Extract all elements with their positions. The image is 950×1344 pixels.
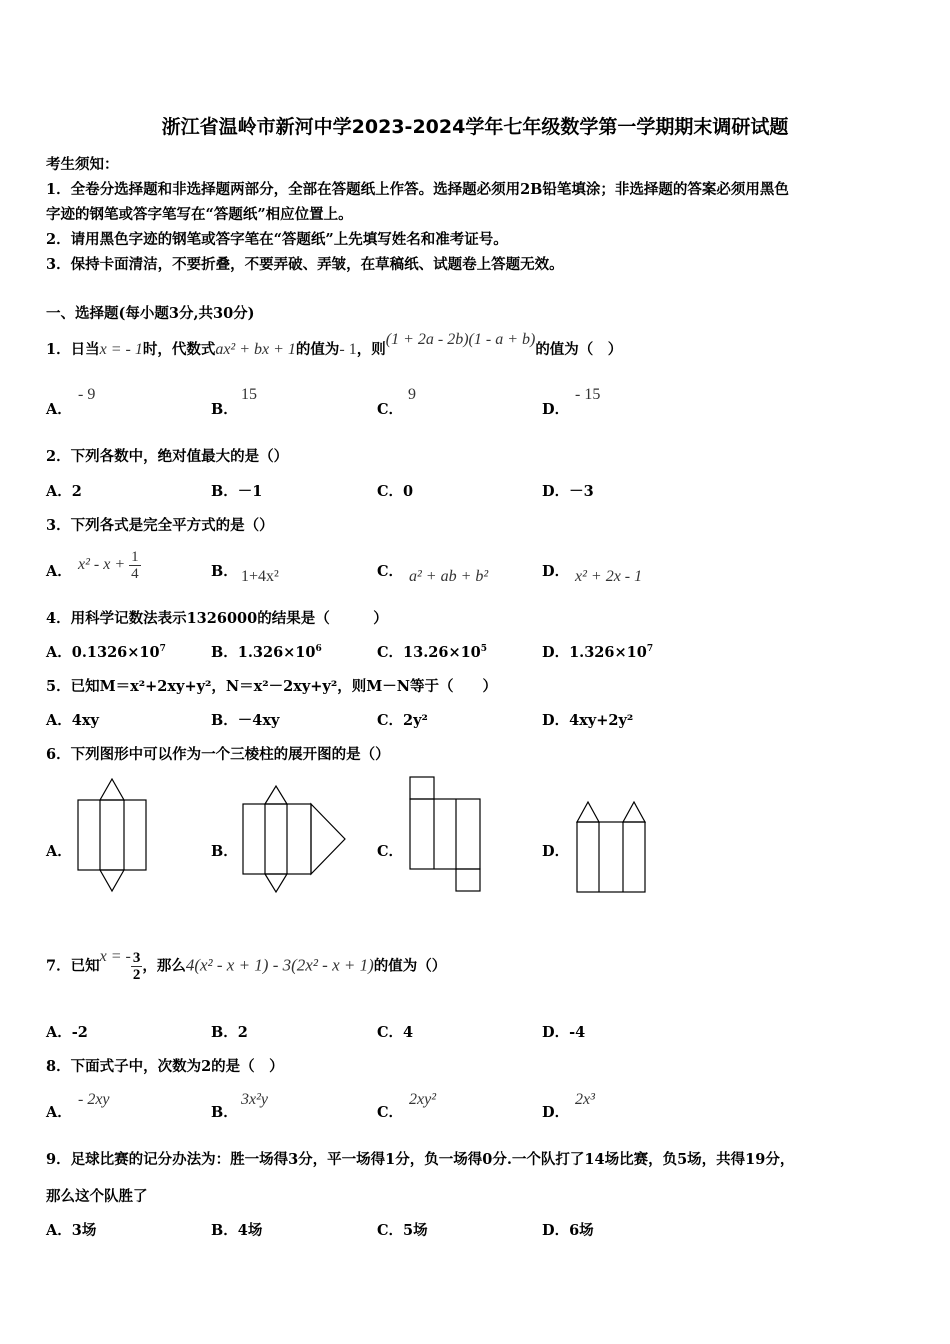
- notice-heading: 考生须知：: [46, 156, 119, 173]
- q1-option-a-value: - 9: [78, 386, 96, 403]
- question-4: 4．用科学记数法表示1326000的结果是（ ）: [46, 610, 388, 627]
- page-title: 浙江省温岭市新河中学2023-2024学年七年级数学第一学期期末调研试题: [161, 116, 789, 138]
- q4-option-c[interactable]: C．$13.26\times 10^5$: [377, 644, 488, 661]
- q7-option-a[interactable]: A．-2: [46, 1024, 88, 1041]
- net-figure-b: [241, 784, 351, 896]
- q9-option-b[interactable]: B．4场: [211, 1222, 263, 1239]
- q5-option-c[interactable]: C．2y²: [377, 712, 428, 729]
- q4-option-a[interactable]: A．$0.1326\times 10^7$: [46, 644, 166, 661]
- q7-option-c[interactable]: C．4: [377, 1024, 414, 1041]
- question-7: 7．已知x = - $\frac{3}{2}$ ，那么4(x² - x + 1) - 3(2x² - x + 1)的值为（）: [46, 947, 447, 983]
- q8-option-c-value: 2xy²: [409, 1091, 436, 1108]
- q1-option-d-value: - 15: [575, 386, 601, 403]
- q3-option-c[interactable]: C．: [377, 563, 404, 580]
- q3-option-b[interactable]: B．: [211, 563, 238, 580]
- q1-option-c-value: 9: [408, 386, 416, 403]
- q5-option-d[interactable]: D．4xy+2y²: [542, 712, 634, 729]
- net-figure-c: [408, 775, 482, 895]
- q7-option-d[interactable]: D．-4: [542, 1024, 586, 1041]
- q3-option-b-value: 1+4x²: [241, 568, 279, 585]
- q8-option-d-value: 2x³: [575, 1091, 595, 1108]
- q6-option-a[interactable]: A．: [46, 843, 72, 860]
- question-2: 2．下列各数中，绝对值最大的是（）: [46, 448, 289, 465]
- section-heading: 一、选择题(每小题3分,共30分): [46, 305, 255, 322]
- q5-option-a[interactable]: A．4xy: [46, 712, 99, 729]
- q1-option-b[interactable]: B．: [211, 401, 238, 418]
- q8-option-a-value: - 2xy: [78, 1091, 110, 1108]
- q3-option-d[interactable]: D．: [542, 563, 570, 580]
- question-9-line-1: 9．足球比赛的记分办法为：胜一场得3分，平一场得1分，负一场得0分.一个队打了14场比赛，负5场，共得19分，: [46, 1151, 795, 1168]
- question-5: 5．已知M＝x²+2xy+y²，N＝x²－2xy+y²，则M－N等于（ ）: [46, 678, 498, 695]
- q2-option-d[interactable]: D．－3: [542, 483, 594, 500]
- question-3: 3．下列各式是完全平方式的是（）: [46, 517, 274, 534]
- q8-option-d[interactable]: D．: [542, 1104, 570, 1121]
- q1-option-a[interactable]: A．: [46, 401, 72, 418]
- question-6: 6．下列图形中可以作为一个三棱柱的展开图的是（）: [46, 746, 390, 763]
- net-figure-a: [76, 778, 150, 894]
- q8-option-c[interactable]: C．: [377, 1104, 404, 1121]
- q8-option-b[interactable]: B．: [211, 1104, 238, 1121]
- q4-option-d[interactable]: D．$1.326\times 10^7$: [542, 644, 654, 661]
- q1-option-b-value: 15: [241, 386, 257, 403]
- q2-option-b[interactable]: B．－1: [211, 483, 263, 500]
- q1-option-c[interactable]: C．: [377, 401, 404, 418]
- question-9-line-2: 那么这个队胜了: [46, 1188, 148, 1205]
- q3-option-a-value: x² - x + $\frac{1}{4}$: [78, 549, 139, 582]
- q6-option-b[interactable]: B．: [211, 843, 238, 860]
- q8-option-b-value: 3x²y: [241, 1091, 268, 1108]
- notice-line-3: 2．请用黑色字迹的钢笔或答字笔在“答题纸”上先填写姓名和准考证号。: [46, 231, 508, 248]
- q1-option-d[interactable]: D．: [542, 401, 570, 418]
- q3-option-d-value: x² + 2x - 1: [575, 568, 643, 585]
- q6-option-d[interactable]: D．: [542, 843, 570, 860]
- q5-option-b[interactable]: B．－4xy: [211, 712, 280, 729]
- q3-option-c-value: a² + ab + b²: [409, 568, 489, 585]
- q2-option-c[interactable]: C．0: [377, 483, 414, 500]
- q2-option-a[interactable]: A．2: [46, 483, 82, 500]
- q9-option-a[interactable]: A．3场: [46, 1222, 97, 1239]
- notice-line-4: 3．保持卡面清洁，不要折叠，不要弄破、弄皱，在草稿纸、试题卷上答题无效。: [46, 256, 564, 273]
- question-1: 1．日当x = - 1时，代数式ax² + bx + 1的值为- 1，则(1 + 2a - 2b)(1 - a + b)的值为（ ）: [46, 331, 623, 358]
- q8-option-a[interactable]: A．: [46, 1104, 72, 1121]
- notice-line-1: 1．全卷分选择题和非选择题两部分，全部在答题纸上作答。选择题必须用2B铅笔填涂；非选择题的答案必须用黑色: [46, 181, 789, 198]
- q9-option-d[interactable]: D．6场: [542, 1222, 594, 1239]
- q9-option-c[interactable]: C．5场: [377, 1222, 428, 1239]
- q3-option-a[interactable]: A．: [46, 563, 72, 580]
- notice-line-2: 字迹的钢笔或答字笔写在“答题纸”相应位置上。: [46, 206, 353, 223]
- q6-option-c[interactable]: C．: [377, 843, 404, 860]
- question-8: 8．下面式子中，次数为2的是（ ）: [46, 1058, 284, 1075]
- q7-option-b[interactable]: B．2: [211, 1024, 248, 1041]
- net-figure-d: [575, 799, 649, 895]
- q4-option-b[interactable]: B．$1.326\times 10^6$: [211, 644, 322, 661]
